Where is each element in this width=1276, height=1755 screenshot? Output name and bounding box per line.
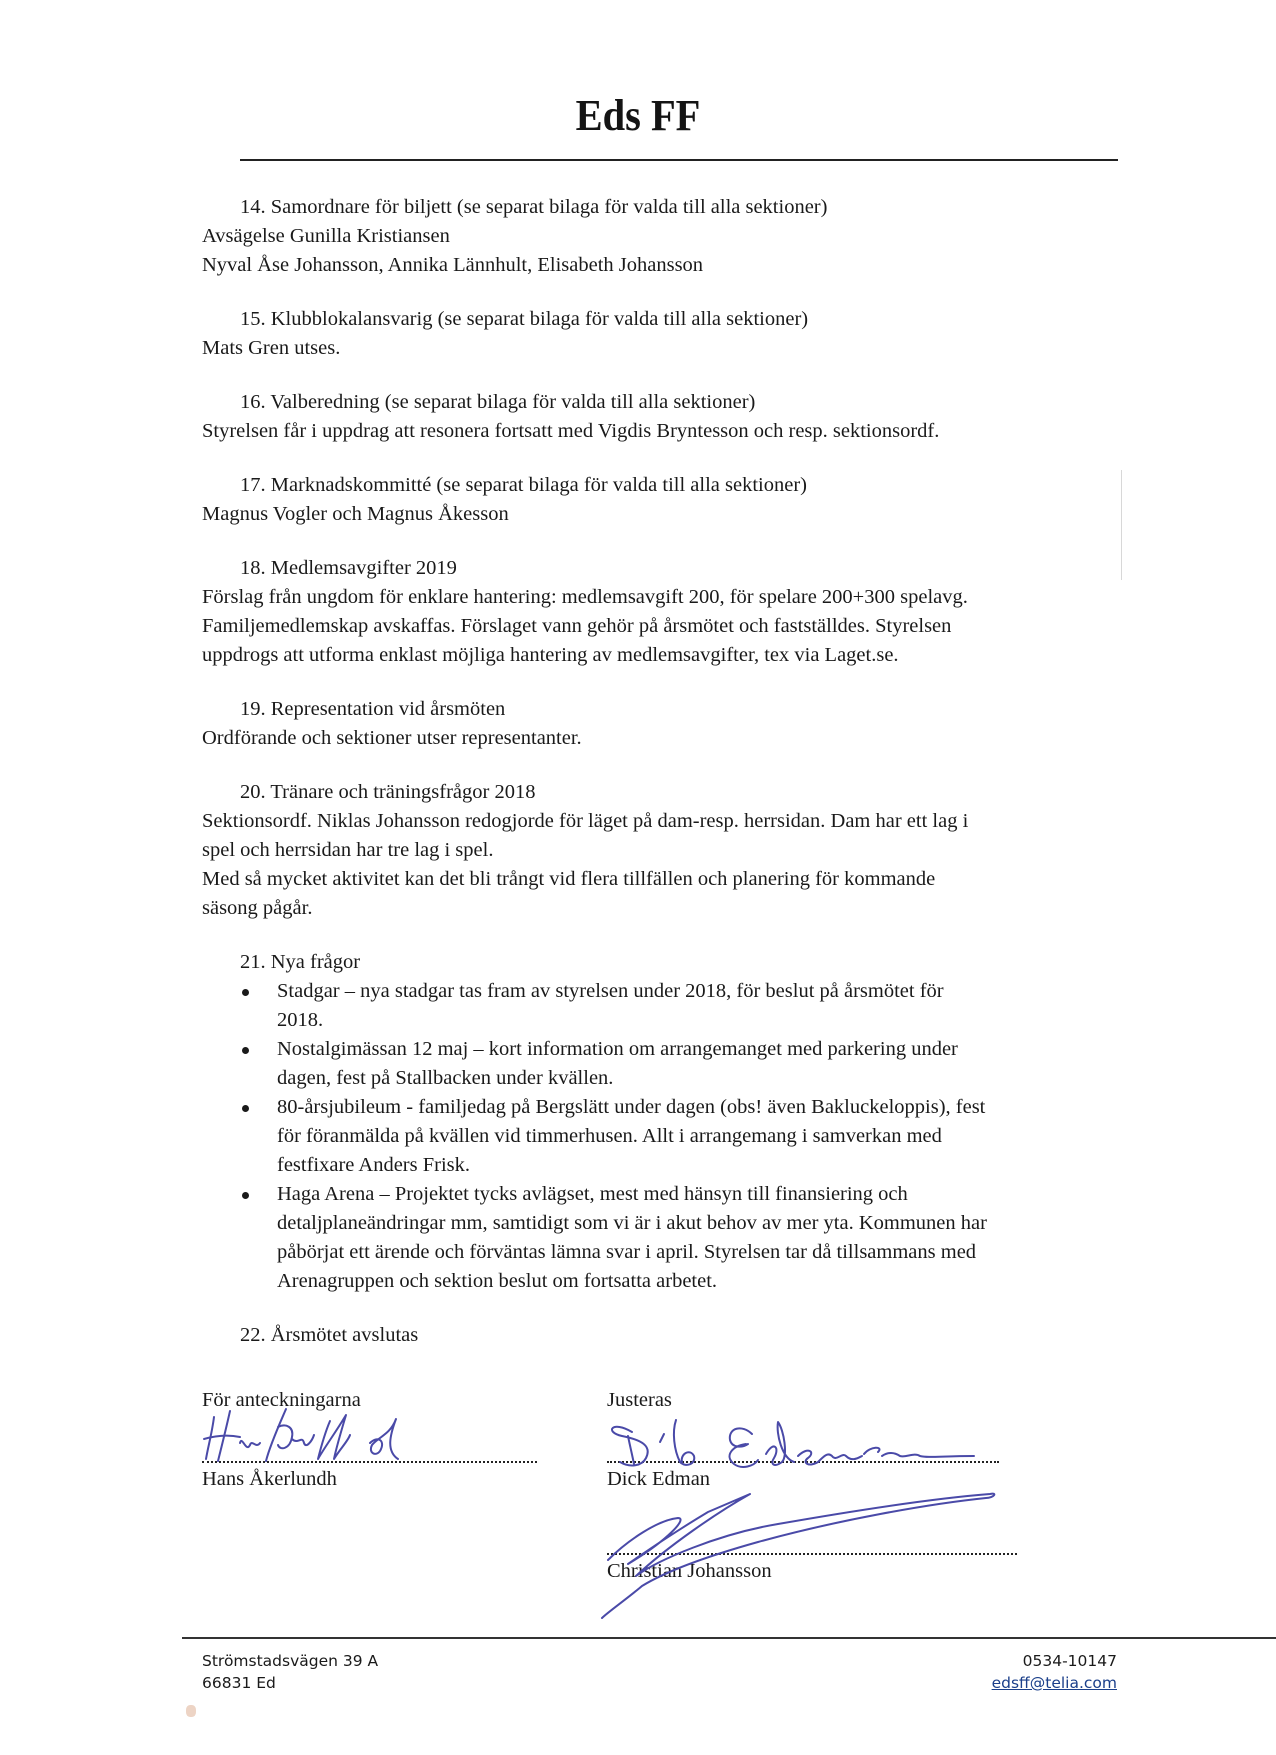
section-line: Avsägelse Gunilla Kristiansen xyxy=(202,225,450,247)
section-heading: 20. Tränare och träningsfrågor 2018 xyxy=(240,781,536,803)
signature-block-approver1 xyxy=(607,1386,999,1494)
bullet-line: dagen, fest på Stallbacken under kvällen. xyxy=(277,1067,614,1089)
section-15 xyxy=(202,305,1152,363)
bullet-line: Nostalgimässan 12 maj – kort information om arrangemanget med parkering under xyxy=(277,1038,958,1060)
bullet-item xyxy=(202,1180,1152,1296)
signature-line xyxy=(607,1459,999,1463)
footer-divider xyxy=(182,1637,1276,1639)
signature-block-notes xyxy=(202,1386,537,1494)
footer-contact xyxy=(992,1650,1117,1694)
section-line: Mats Gren utses. xyxy=(202,337,341,359)
header-divider xyxy=(240,159,1118,161)
section-line: spel och herrsidan har tre lag i spel. xyxy=(202,839,494,861)
section-line: Ordförande och sektioner utser representanter. xyxy=(202,727,582,749)
section-17 xyxy=(202,471,1152,529)
section-line: Förslag från ungdom för enklare hantering: medlemsavgift 200, för spelare 200+300 spelavg. xyxy=(202,586,968,608)
section-line: Magnus Vogler och Magnus Åkesson xyxy=(202,503,509,525)
bullet-icon xyxy=(242,1192,249,1199)
signatory-name: Christian Johansson xyxy=(607,1560,772,1582)
minutes-body xyxy=(202,193,1152,1375)
address-postal: 66831 Ed xyxy=(202,1674,276,1692)
section-heading: 16. Valberedning (se separat bilaga för valda till alla sektioner) xyxy=(240,391,756,413)
bullet-line: 2018. xyxy=(277,1009,324,1031)
bullet-item xyxy=(202,1035,1152,1093)
bullet-icon xyxy=(242,1047,249,1054)
address-street: Strömstadsvägen 39 A xyxy=(202,1652,379,1670)
section-line: Med så mycket aktivitet kan det bli trångt vid flera tillfällen och planering för kommande xyxy=(202,868,936,890)
bullet-list xyxy=(202,977,1152,1296)
section-22 xyxy=(202,1321,1152,1350)
section-16 xyxy=(202,388,1152,446)
section-heading: 14. Samordnare för biljett (se separat bilaga för valda till alla sektioner) xyxy=(240,196,828,218)
phone-number: 0534-10147 xyxy=(1022,1652,1117,1670)
footer-address xyxy=(202,1650,378,1694)
section-line: Familjemedlemskap avskaffas. Förslaget vann gehör på årsmötet och fastställdes. Styrelsen xyxy=(202,615,952,637)
section-14 xyxy=(202,193,1152,280)
bullet-line: Arenagruppen och sektion beslut om fortsatta arbetet. xyxy=(277,1270,718,1292)
section-heading: 15. Klubblokalansvarig (se separat bilaga för valda till alla sektioner) xyxy=(240,308,809,330)
section-line: Styrelsen får i uppdrag att resonera fortsatt med Vigdis Bryntesson och resp. sektionsordf. xyxy=(202,420,940,442)
signatory-name: Dick Edman xyxy=(607,1468,711,1490)
bullet-line: festfixare Anders Frisk. xyxy=(277,1154,470,1176)
bullet-line: Haga Arena – Projektet tycks avlägset, mest med hänsyn till finansiering och xyxy=(277,1183,908,1205)
email-link[interactable]: edsff@telia.com xyxy=(991,1674,1117,1692)
section-19 xyxy=(202,695,1152,753)
bullet-line: för föranmälda på kvällen vid timmerhusen. Allt i arrangemang i samverkan med xyxy=(277,1125,942,1147)
signature-block-approver2 xyxy=(607,1551,1017,1586)
section-heading: 22. Årsmötet avslutas xyxy=(240,1324,419,1346)
section-heading: 17. Marknadskommitté (se separat bilaga för valda till alla sektioner) xyxy=(240,474,807,496)
section-heading: 18. Medlemsavgifter 2019 xyxy=(240,557,457,579)
section-line: Sektionsordf. Niklas Johansson redogjorde för läget på dam-resp. herrsidan. Dam har ett lag i xyxy=(202,810,969,832)
bullet-line: påbörjat ett ärende och förväntas lämna svar i april. Styrelsen tar då tillsammans med xyxy=(277,1241,977,1263)
signature-label: Justeras xyxy=(607,1389,672,1411)
page-title: Eds FF xyxy=(575,91,701,140)
section-heading: 19. Representation vid årsmöten xyxy=(240,698,506,720)
section-21 xyxy=(202,948,1152,1296)
bullet-line: detaljplaneändringar mm, samtidigt som vi är i akut behov av mer yta. Kommunen har xyxy=(277,1212,987,1234)
section-heading: 21. Nya frågor xyxy=(240,951,361,973)
section-line: säsong pågår. xyxy=(202,897,313,919)
signature-line xyxy=(607,1551,1017,1555)
bullet-item xyxy=(202,977,1152,1035)
section-18 xyxy=(202,554,1152,670)
signature-label: För anteckningarna xyxy=(202,1389,361,1411)
signatory-name: Hans Åkerlundh xyxy=(202,1468,337,1490)
bullet-line: 80-årsjubileum - familjedag på Bergslätt under dagen (obs! även Bakluckeloppis), fest xyxy=(277,1096,986,1118)
bullet-icon xyxy=(242,989,249,996)
section-20 xyxy=(202,778,1152,923)
section-line: Nyval Åse Johansson, Annika Lännhult, Elisabeth Johansson xyxy=(202,254,704,276)
bullet-icon xyxy=(242,1105,249,1112)
scan-artifact-spot xyxy=(186,1705,196,1717)
section-line: uppdrogs att utforma enklast möjliga hantering av medlemsavgifter, tex via Laget.se. xyxy=(202,644,899,666)
signature-line xyxy=(202,1459,537,1463)
bullet-item xyxy=(202,1093,1152,1180)
bullet-line: Stadgar – nya stadgar tas fram av styrelsen under 2018, för beslut på årsmötet för xyxy=(277,980,944,1002)
